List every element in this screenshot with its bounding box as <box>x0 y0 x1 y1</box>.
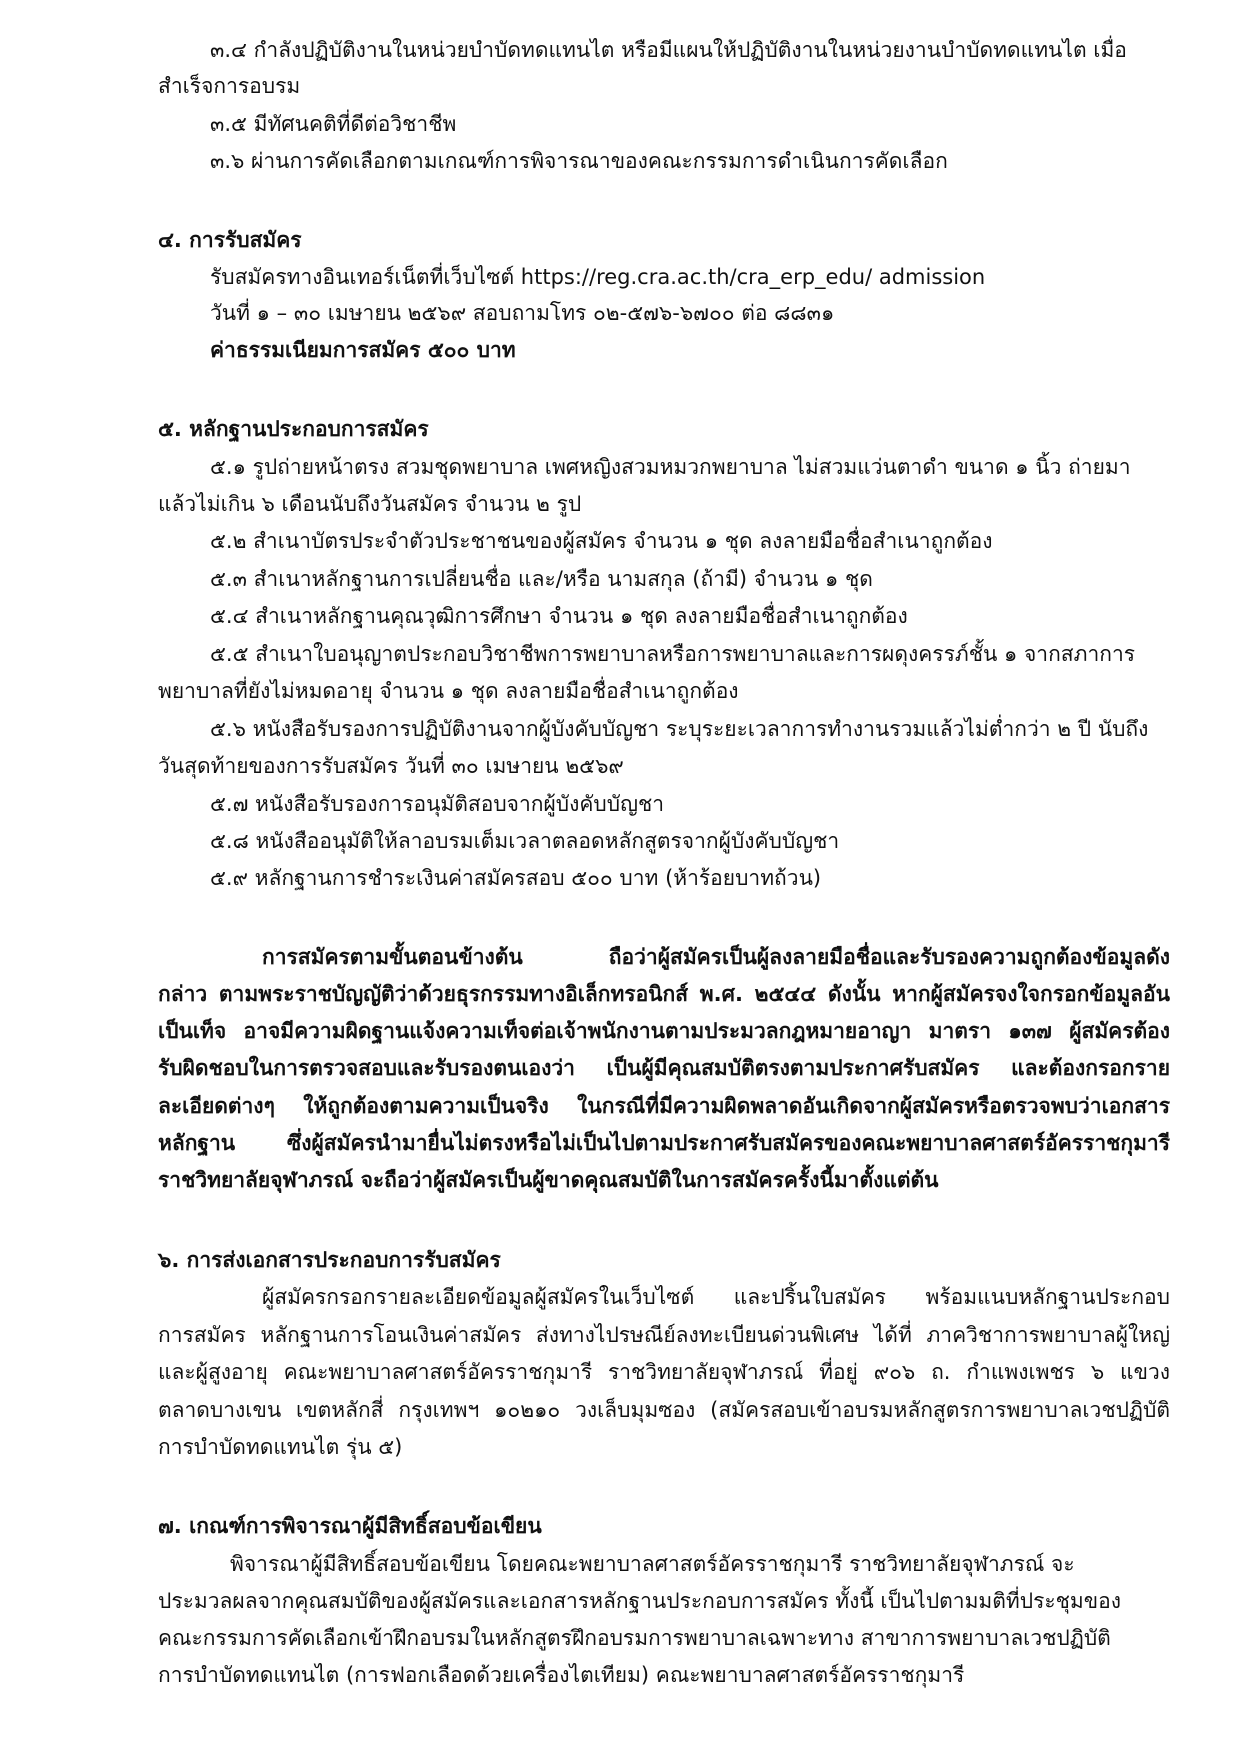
declaration-line1: การสมัครตามขั้นตอนข้างต้น ถือว่าผู้สมัครเป็นผู้ลงลายมือชื่อและรับรองความถูกต้องข้อมูลดัง <box>262 945 1170 969</box>
item-5-5-line2: พยาบาลที่ยังไม่หมดอายุ จำนวน ๑ ชุด ลงลายมือชื่อสำเนาถูกต้อง <box>158 679 739 703</box>
item-5-1-line2: แล้วไม่เกิน ๖ เดือนนับถึงวันสมัคร จำนวน ๒ รูป <box>158 492 582 516</box>
declaration-line3: เป็นเท็จ อาจมีความผิดฐานแจ้งความเท็จต่อเจ้าพนักงานตามประมวลกฎหมายอาญา มาตรา ๑๓๗ ผู้สมัครต้อง <box>158 1019 1170 1043</box>
item-3-6: ๓.๖ ผ่านการคัดเลือกตามเกณฑ์การพิจารณาของคณะกรรมการดำเนินการคัดเลือก <box>210 149 948 173</box>
item-5-3: ๕.๓ สำเนาหลักฐานการเปลี่ยนชื่อ และ/หรือ นามสกุล (ถ้ามี) จำนวน ๑ ชุด <box>210 567 873 591</box>
declaration-line7: ราชวิทยาลัยจุฬาภรณ์ จะถือว่าผู้สมัครเป็นผู้ขาดคุณสมบัติในการสมัครครั้งนี้มาตั้งแต่ต้น <box>158 1168 939 1192</box>
section-5-heading: ๕. หลักฐานประกอบการสมัคร <box>158 417 429 441</box>
declaration-line6: หลักฐาน ซึ่งผู้สมัครนำมายื่นไม่ตรงหรือไม่เป็นไปตามประกาศรับสมัครของคณะพยาบาลศาสตร์อัครราชกุมารี <box>158 1131 1170 1155</box>
section-4-heading: ๔. การรับสมัคร <box>158 228 302 252</box>
item-5-6-line1: ๕.๖ หนังสือรับรองการปฏิบัติงานจากผู้บังคับบัญชา ระบุระยะเวลาการทำงานรวมแล้วไม่ต่ำกว่า ๒ ปี นับถึง <box>210 717 1149 741</box>
section-6-heading: ๖. การส่งเอกสารประกอบการรับสมัคร <box>158 1248 501 1272</box>
item-3-5: ๓.๕ มีทัศนคติที่ดีต่อวิชาชีพ <box>210 112 457 136</box>
item-5-4: ๕.๔ สำเนาหลักฐานคุณวุฒิการศึกษา จำนวน ๑ ชุด ลงลายมือชื่อสำเนาถูกต้อง <box>210 604 908 628</box>
section-6-line2: การสมัคร หลักฐานการโอนเงินค่าสมัคร ส่งทางไปรษณีย์ลงทะเบียนด่วนพิเศษ ได้ที่ ภาควิชาการพยาบาลผู้ใหญ่ <box>158 1323 1170 1347</box>
item-5-7: ๕.๗ หนังสือรับรองการอนุมัติสอบจากผู้บังคับบัญชา <box>210 792 665 816</box>
section-7-line3: คณะกรรมการคัดเลือกเข้าฝึกอบรมในหลักสูตรฝึกอบรมการพยาบาลเฉพาะทาง สาขาการพยาบาลเวชปฏิบัติ <box>158 1626 1111 1650</box>
item-5-9: ๕.๙ หลักฐานการชำระเงินค่าสมัครสอบ ๕๐๐ บาท (ห้าร้อยบาทถ้วน) <box>210 866 822 890</box>
section-7-line4: การบำบัดทดแทนไต (การฟอกเลือดด้วยเครื่องไตเทียม) คณะพยาบาลศาสตร์อัครราชกุมารี <box>158 1663 965 1687</box>
item-3-4-line1: ๓.๔ กำลังปฏิบัติงานในหน่วยบำบัดทดแทนไต หรือมีแผนให้ปฏิบัติงานในหน่วยงานบำบัดทดแทนไต เมื่อ <box>210 38 1127 62</box>
section-4-fee: ค่าธรรมเนียมการสมัคร ๕๐๐ บาท <box>210 338 516 362</box>
section-6-line3: และผู้สูงอายุ คณะพยาบาลศาสตร์อัครราชกุมารี ราชวิทยาลัยจุฬาภรณ์ ที่อยู่ ๙๐๖ ถ. กำแพงเพชร ๖ แขวง <box>158 1360 1170 1384</box>
section-7-heading: ๗. เกณฑ์การพิจารณาผู้มีสิทธิ์สอบข้อเขียน <box>158 1514 542 1538</box>
declaration-line2: กล่าว ตามพระราชบัญญัติว่าด้วยธุรกรรมทางอิเล็กทรอนิกส์ พ.ศ. ๒๕๔๔ ดังนั้น หากผู้สมัครจงใจกรอกข้อมูลอัน <box>158 982 1170 1006</box>
item-5-5-line1: ๕.๕ สำเนาใบอนุญาตประกอบวิชาชีพการพยาบาลหรือการพยาบาลและการผดุงครรภ์ชั้น ๑ จากสภาการ <box>210 642 1136 666</box>
section-6-line1: ผู้สมัครกรอกรายละเอียดข้อมูลผู้สมัครในเว็บไซต์ และปริ้นใบสมัคร พร้อมแนบหลักฐานประกอบ <box>262 1285 1170 1309</box>
item-5-8: ๕.๘ หนังสืออนุมัติให้ลาอบรมเต็มเวลาตลอดหลักสูตรจากผู้บังคับบัญชา <box>210 829 840 853</box>
item-3-4-line2: สำเร็จการอบรม <box>158 74 301 98</box>
declaration-line4: รับผิดชอบในการตรวจสอบและรับรองตนเองว่า เป็นผู้มีคุณสมบัติตรงตามประกาศรับสมัคร และต้องกรอกราย <box>158 1056 1170 1080</box>
section-6-line4: ตลาดบางเขน เขตหลักสี่ กรุงเทพฯ ๑๐๒๑๐ วงเล็บมุมซอง (สมัครสอบเข้าอบรมหลักสูตรการพยาบาลเวชปฏิบัติ <box>158 1398 1170 1422</box>
declaration-line5: ละเอียดต่างๆ ให้ถูกต้องตามความเป็นจริง ในกรณีที่มีความผิดพลาดอันเกิดจากผู้สมัครหรือตรวจพบว่าเอกสาร <box>158 1094 1170 1118</box>
section-4-online: รับสมัครทางอินเทอร์เน็ตที่เว็บไซต์ https://reg.cra.ac.th/cra_erp_edu/ admission <box>210 265 986 289</box>
item-5-1-line1: ๕.๑ รูปถ่ายหน้าตรง สวมชุดพยาบาล เพศหญิงสวมหมวกพยาบาล ไม่สวมแว่นตาดำ ขนาด ๑ นิ้ว ถ่ายมา <box>210 455 1131 479</box>
item-5-2: ๕.๒ สำเนาบัตรประจำตัวประชาชนของผู้สมัคร จำนวน ๑ ชุด ลงลายมือชื่อสำเนาถูกต้อง <box>210 529 993 553</box>
section-7-line1: พิจารณาผู้มีสิทธิ์สอบข้อเขียน โดยคณะพยาบาลศาสตร์อัครราชกุมารี ราชวิทยาลัยจุฬาภรณ์ จะ <box>230 1552 1075 1576</box>
section-7-line2: ประมวลผลจากคุณสมบัติของผู้สมัครและเอกสารหลักฐานประกอบการสมัคร ทั้งนี้ เป็นไปตามมติที่ประชุมของ <box>158 1589 1121 1613</box>
section-6-line5: การบำบัดทดแทนไต รุ่น ๕) <box>158 1435 403 1459</box>
section-4-dates: วันที่ ๑ – ๓๐ เมษายน ๒๕๖๙ สอบถามโทร ๐๒-๕๗๖-๖๗๐๐ ต่อ ๘๘๓๑ <box>210 301 835 325</box>
item-5-6-line2: วันสุดท้ายของการรับสมัคร วันที่ ๓๐ เมษายน ๒๕๖๙ <box>158 754 624 778</box>
